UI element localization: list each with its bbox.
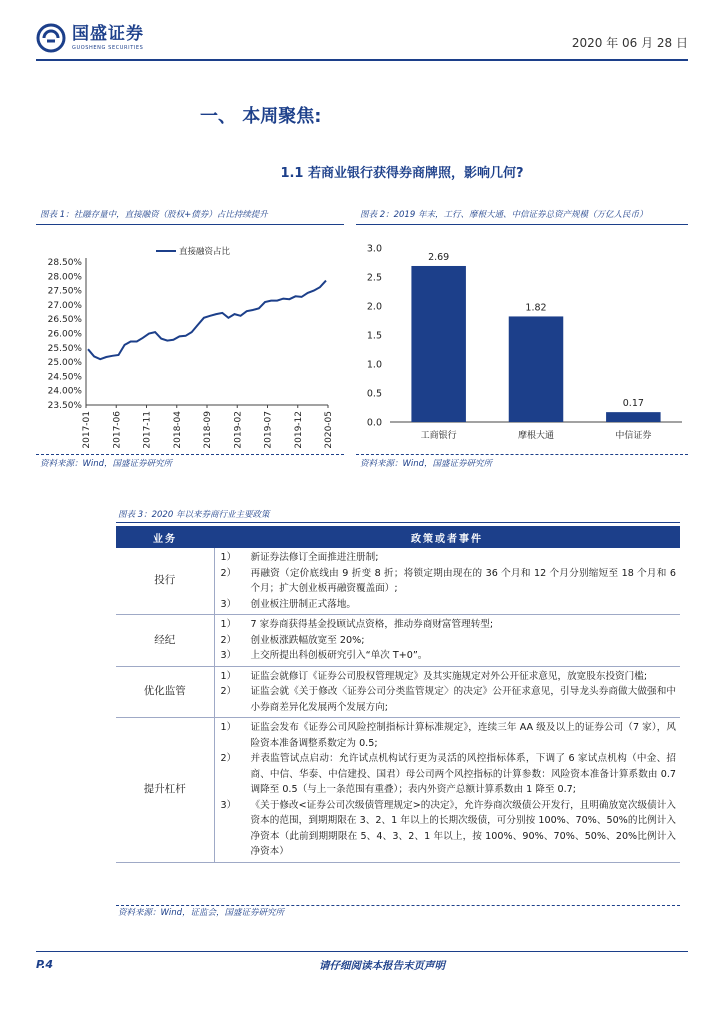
figure2-top-rule	[356, 224, 688, 225]
policy-table	[116, 526, 680, 863]
policy-item-text: 证监会就修订《证券公司股权管理规定》及其实施规定对外公开征求意见，放宽股东投资门槛;	[250, 670, 648, 682]
policy-item-text: 创业板涨跌幅放宽至 20%;	[250, 634, 365, 646]
policy-item-number: 2）	[220, 567, 237, 579]
header-policy: 政策或者事件	[214, 526, 680, 548]
y-tick-label: 27.00%	[47, 300, 82, 311]
figure1-top-rule	[36, 224, 344, 225]
figure3-caption: 图表 3：2020 年以来券商行业主要政策	[118, 510, 270, 520]
bar-value-label: 2.69	[428, 251, 450, 263]
policy-item-number: 2）	[220, 753, 237, 764]
table-row	[116, 548, 680, 615]
y-tick-label: 2.5	[366, 272, 382, 284]
page-number: P.4	[36, 958, 54, 971]
y-tick-label: 27.50%	[47, 286, 82, 297]
x-category-label: 摩根大通	[517, 431, 555, 441]
header-business: 业务	[116, 526, 214, 548]
x-tick-label: 2018-04	[172, 411, 183, 449]
policy-item-text: 上交所提出科创板研究引入“单次 T+0”。	[250, 650, 428, 661]
policy-item-number: 1）	[220, 552, 237, 563]
y-tick-label: 1.5	[366, 330, 382, 342]
x-tick-label: 2017-11	[142, 411, 153, 449]
sub-title: 1.1 若商业银行获得券商牌照，影响几何?	[280, 166, 524, 181]
y-tick-label: 26.00%	[47, 329, 82, 340]
row-category: 投行	[116, 548, 214, 615]
section-title: 一、 本周聚焦:	[200, 106, 322, 127]
policy-item-text: 新证券法修订全面推进注册制;	[250, 552, 379, 563]
y-tick-label: 25.50%	[47, 343, 82, 354]
policy-item-text: 7 家券商获得基金投顾试点资格，推动券商财富管理转型;	[250, 619, 494, 630]
row-items	[214, 548, 680, 615]
y-tick-label: 0.0	[366, 417, 382, 429]
policy-item	[221, 684, 677, 715]
bar	[509, 316, 564, 422]
row-items	[214, 718, 680, 863]
bar	[411, 266, 466, 422]
x-category-label: 中信证券	[615, 431, 652, 441]
policy-item-text: 《关于修改<证券公司次级债管理规定>的决定》，允许券商次级债公开发行，且明确放宽次级债计入资本的范围，到期期限在 3、2、1 年以上的长期次级债，可分别按 100%、70%、50%的比例计入净资本（此前到期期限在 5、4、3、2、1 年以上，按 100%、90%、70%、50%、20%比例计入净资本）	[250, 799, 676, 857]
policy-item-text: 证监会发布《证券公司风险控制指标计算标准规定》，连续三年 AA 级及以上的证券公司（7 家），风险资本准备调整系数定为 0.5;	[250, 722, 676, 749]
y-tick-label: 3.0	[366, 243, 382, 255]
y-tick-label: 23.50%	[47, 401, 82, 411]
policy-item	[221, 669, 677, 685]
footer-divider	[36, 951, 688, 952]
policy-item-number: 1）	[220, 619, 237, 630]
y-tick-label: 0.5	[366, 388, 382, 400]
y-tick-label: 24.00%	[47, 386, 82, 397]
row-category: 提升杠杆	[116, 718, 214, 863]
x-tick-label: 2017-01	[82, 411, 92, 449]
x-tick-label: 2019-12	[293, 411, 304, 449]
policy-item	[221, 566, 677, 597]
x-tick-label: 2019-07	[263, 411, 274, 449]
bar	[606, 412, 661, 422]
figure2-bottom-rule	[356, 454, 688, 455]
policy-item-number: 2）	[220, 686, 237, 697]
y-tick-label: 24.50%	[47, 372, 82, 383]
policy-item-text: 创业板注册制正式落地。	[250, 598, 357, 610]
figure2-caption: 图表 2：2019 年末，工行、摩根大通、中信证券总资产规模（万亿人民币）	[360, 210, 648, 220]
y-tick-label: 26.50%	[47, 315, 82, 326]
y-tick-label: 2.0	[366, 301, 382, 313]
table-header-row	[116, 526, 680, 548]
policy-item-number: 1）	[220, 722, 237, 733]
figure2-bar-chart	[356, 232, 688, 452]
figure1-caption: 图表 1：社融存量中，直接融资（股权+债券）占比持续提升	[40, 210, 268, 220]
x-category-label: 工商银行	[420, 431, 457, 441]
figure2-source: 资料来源：Wind，国盛证券研究所	[360, 459, 493, 469]
series-line	[88, 281, 326, 360]
policy-item	[221, 751, 677, 798]
figure3-source: 资料来源：Wind，证监会，国盛证券研究所	[118, 908, 285, 918]
report-date: 2020 年 06 月 28 日	[571, 36, 688, 50]
policy-item-number: 3）	[220, 598, 237, 610]
policy-item-text: 并表监管试点启动：允许试点机构试行更为灵活的风控指标体系，下调了 6 家试点机构（中金、招商、中信、华泰、中信建投、国君）母公司两个风控指标的计算参数：风险资本准备计算系数由 0.7 调降至 0.5（与上一条范围有重叠）；表内外资产总额计算系数由 1 降至 0.7;	[250, 753, 676, 795]
row-items	[214, 666, 680, 718]
y-tick-label: 25.00%	[47, 358, 82, 369]
page-header	[36, 18, 688, 58]
logo-mark-icon	[36, 23, 66, 53]
figure3-top-rule	[116, 522, 680, 523]
policy-item	[221, 617, 677, 633]
policy-item	[221, 597, 677, 613]
policy-item	[221, 720, 677, 751]
y-tick-label: 28.00%	[47, 272, 82, 283]
bar-value-label: 1.82	[525, 302, 547, 314]
row-category: 经纪	[116, 615, 214, 667]
company-logo	[36, 20, 144, 56]
policy-item-text: 证监会就《关于修改〈证券公司分类监管规定〉的决定》公开征求意见，引导龙头券商做大做强和中小券商差异化发展两个发展方向;	[250, 686, 676, 713]
policy-item	[221, 648, 677, 664]
legend-label: 直接融资占比	[179, 247, 231, 257]
figure1-line-chart	[36, 232, 344, 452]
table-row	[116, 666, 680, 718]
row-items	[214, 615, 680, 667]
x-tick-label: 2017-06	[112, 411, 123, 449]
policy-item	[221, 798, 677, 860]
policy-item-number: 1）	[220, 670, 237, 682]
figure1-source: 资料来源：Wind，国盛证券研究所	[40, 459, 173, 469]
table-row	[116, 718, 680, 863]
policy-item	[221, 550, 677, 566]
x-tick-label: 2020-05	[324, 411, 334, 449]
policy-item	[221, 633, 677, 649]
y-tick-label: 28.50%	[47, 258, 82, 268]
policy-item-text: 再融资（定价底线由 9 折变 8 折；将锁定期由现在的 36 个月和 12 个月分别缩短至 18 个月和 6 个月；扩大创业板再融资覆盖面）;	[250, 567, 676, 594]
policy-item-number: 3）	[220, 650, 237, 661]
policy-item-number: 3）	[220, 799, 237, 811]
header-divider	[36, 59, 688, 61]
x-tick-label: 2018-09	[203, 411, 213, 449]
y-tick-label: 1.0	[366, 359, 382, 371]
row-category: 优化监管	[116, 666, 214, 718]
disclaimer-note: 请仔细阅读本报告末页声明	[319, 960, 445, 972]
x-tick-label: 2019-02	[233, 411, 244, 449]
logo-name-en: GUOSHENG SECURITIES	[72, 45, 144, 51]
logo-name-cn: 国盛证券	[72, 24, 144, 44]
table-row	[116, 615, 680, 667]
bar-value-label: 0.17	[622, 398, 644, 410]
policy-item-number: 2）	[220, 634, 237, 646]
figure1-bottom-rule	[36, 454, 344, 455]
